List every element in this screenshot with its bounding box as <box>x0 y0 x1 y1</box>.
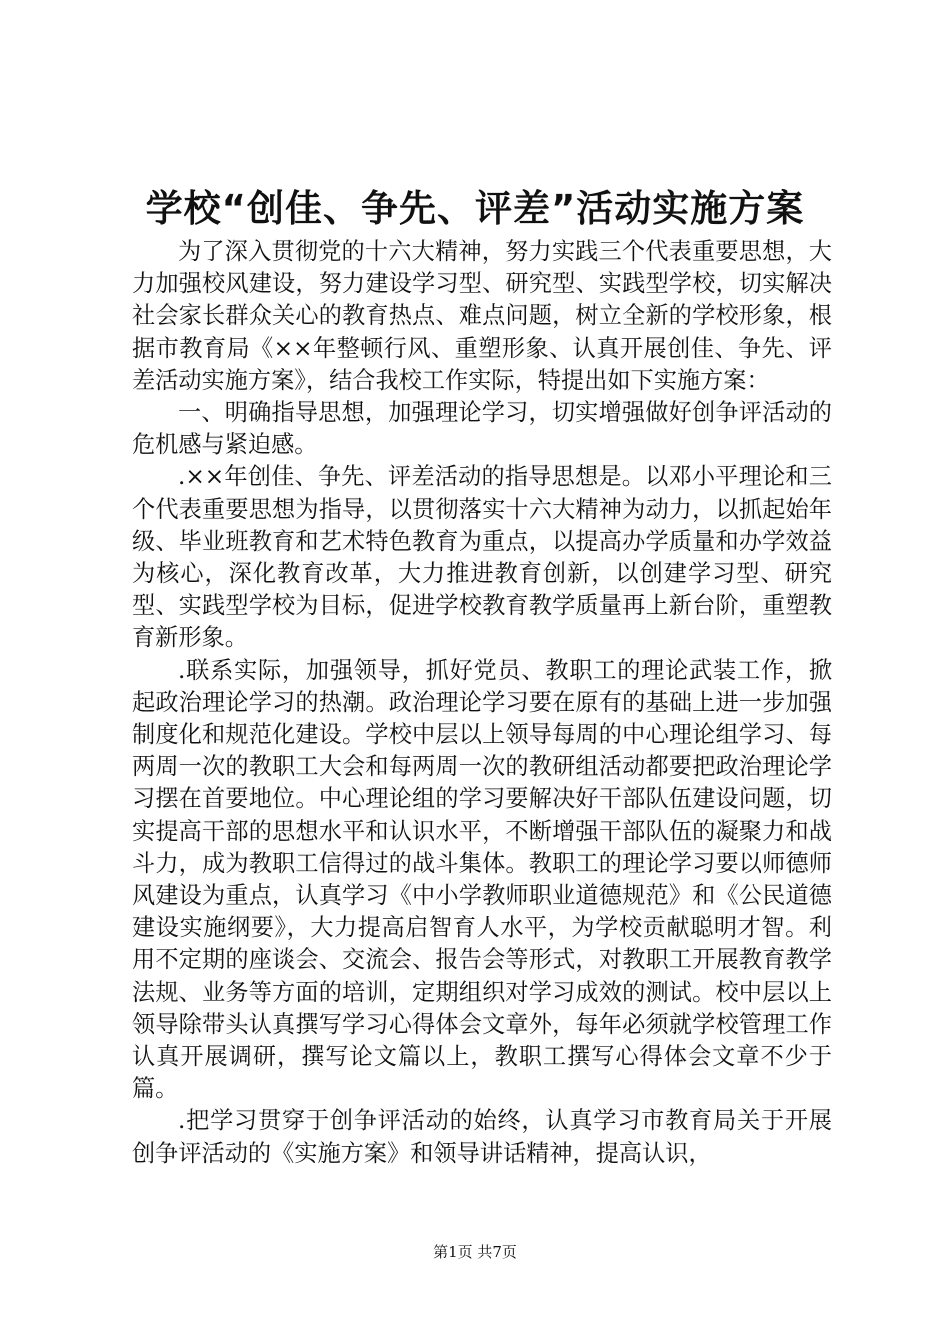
document-title: 学校“创佳、争先、评差”活动实施方案 <box>145 187 805 230</box>
paragraph-theory-study: .联系实际，加强领导，抓好党员、教职工的理论武装工作，掀起政治理论学习的热潮。政治理论学习要在原有的基础上进一步加强制度化和规范化建设。学校中层以上领导每周的中心理论组学习、每两周一次的教职工大会和每两周一次的教研组活动都要把政治理论学习摆在首要地位。中心理论组的学习要解决好干部队伍建设问题，切实提高干部的思想水平和认识水平，不断增强干部队伍的凝聚力和战斗力，成为教职工信得过的战斗集体。教职工的理论学习要以师德师风建设为重点，认真学习《中小学教师职业道德规范》和《公民道德建设实施纲要》，大力提高启智育人水平，为学校贡献聪明才智。利用不定期的座谈会、交流会、报告会等形式，对教职工开展教育教学法规、业务等方面的培训，定期组织对学习成效的测试。校中层以上领导除带头认真撰写学习心得体会文章外，每年必须就学校管理工作认真开展调研，撰写论文篇以上，教职工撰写心得体会文章不少于篇。 <box>132 656 832 1103</box>
paragraph-guiding-thought: .××年创佳、争先、评差活动的指导思想是。以邓小平理论和三个代表重要思想为指导，以贯彻落实十六大精神为动力，以抓起始年级、毕业班教育和艺术特色教育为重点，以提高办学质量和办学效益为核心，深化教育改革，大力推进教育创新，以创建学习型、研究型、实践型学校为目标，促进学校教育教学质量再上新台阶，重塑教育新形象。 <box>132 463 832 652</box>
paragraph-study-throughout: .把学习贯穿于创争评活动的始终，认真学习市教育局关于开展创争评活动的《实施方案》和领导讲话精神，提高认识， <box>132 1107 832 1167</box>
intro-paragraph: 为了深入贯彻党的十六大精神，努力实践三个代表重要思想，大力加强校风建设，努力建设学习型、研究型、实践型学校，切实解决社会家长群众关心的教育热点、难点问题，树立全新的学校形象，根据市教育局《××年整顿行风、重塑形象、认真开展创佳、争先、评差活动实施方案》，结合我校工作实际，特提出如下实施方案： <box>132 238 832 394</box>
document-body <box>132 236 832 1170</box>
section-heading-1: 一、明确指导思想，加强理论学习，切实增强做好创争评活动的危机感与紧迫感。 <box>132 399 832 459</box>
page-number: 第1页 共7页 <box>433 1243 517 1261</box>
